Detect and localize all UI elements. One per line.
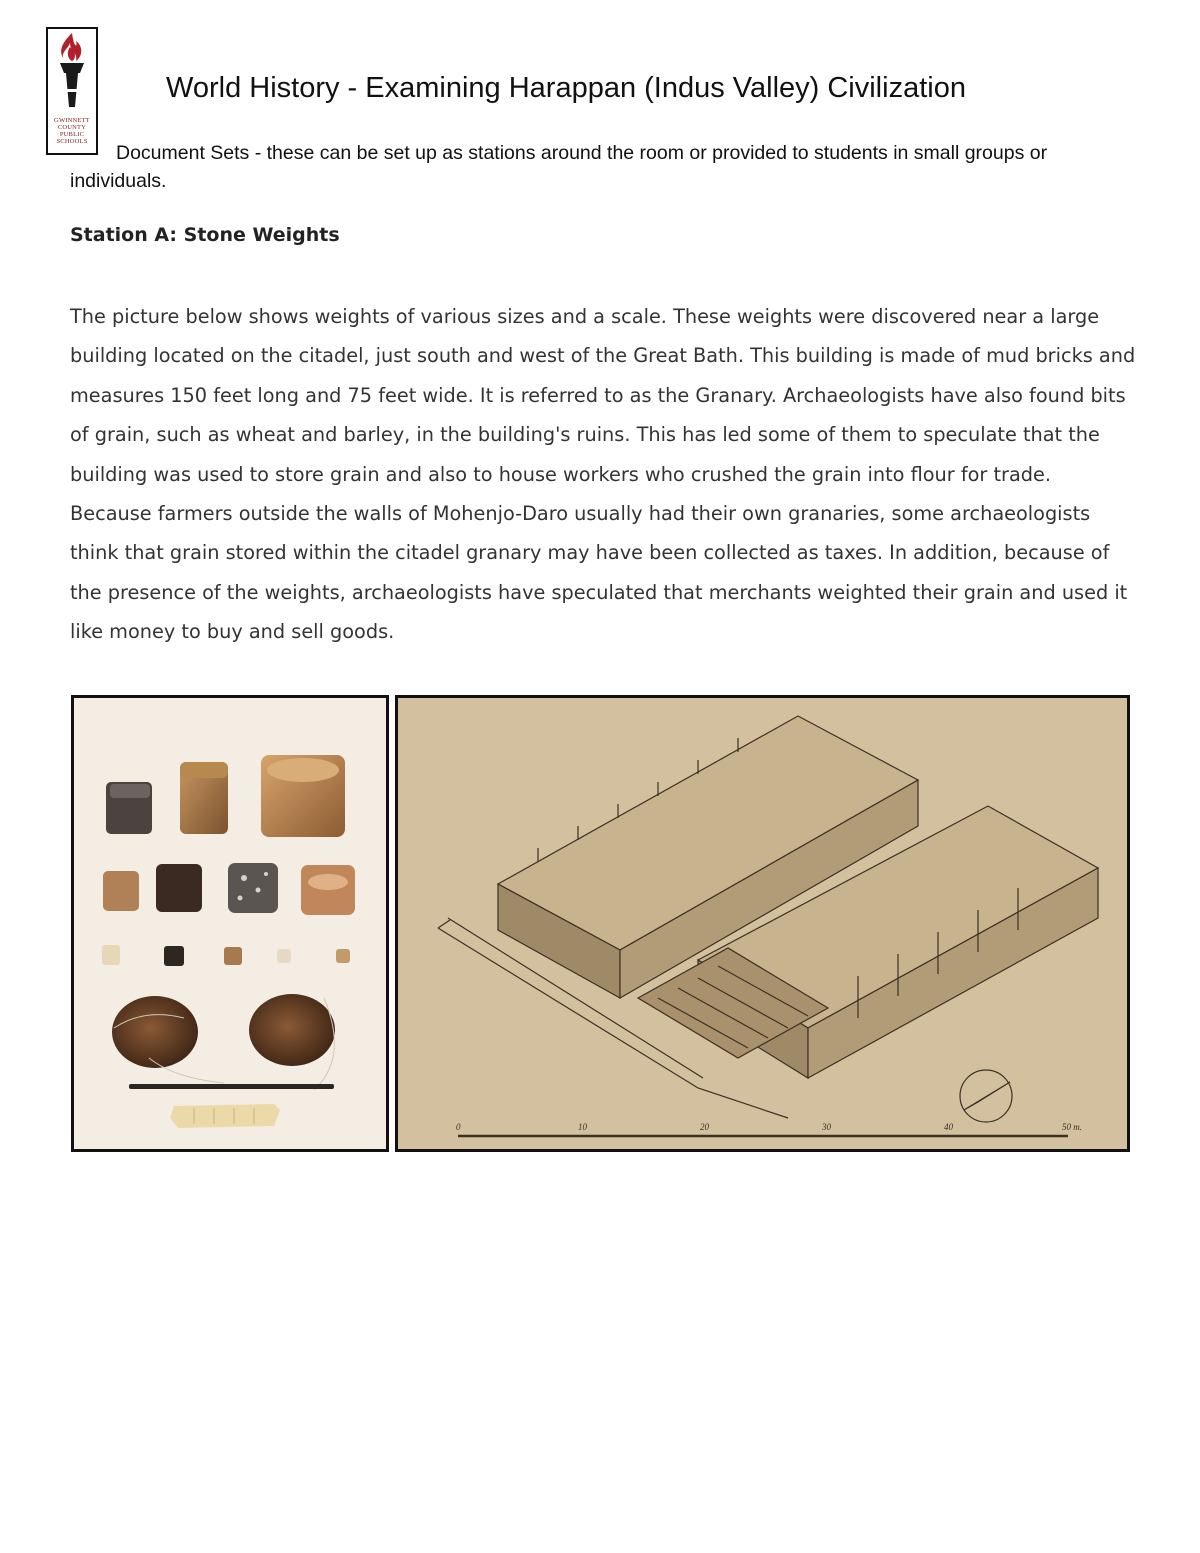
scale-label-0: 0 xyxy=(456,1122,461,1132)
torch-icon xyxy=(48,29,96,115)
granary-drawing xyxy=(395,695,1130,1152)
scale-label-30: 30 xyxy=(822,1122,831,1132)
scale-label-10: 10 xyxy=(578,1122,587,1132)
scale-label-50: 50 m. xyxy=(1062,1122,1082,1132)
intro-text: Document Sets - these can be set up as stations around the room or provided to students in small groups or individuals. xyxy=(70,142,1048,192)
scale-label-20: 20 xyxy=(700,1122,709,1132)
scale-label-40: 40 xyxy=(944,1122,953,1132)
page-title: World History - Examining Harappan (Indus Valley) Civilization xyxy=(166,72,966,104)
logo-text: GWINNETT COUNTY PUBLIC SCHOOLS xyxy=(54,117,90,145)
district-logo xyxy=(46,27,98,155)
stone-weights-photo xyxy=(71,695,389,1152)
station-body-text: The picture below shows weights of various sizes and a scale. These weights were discovered near a large building located on the citadel, just south and west of the Great Bath. This building is made of mud bricks and measures 150 feet long and 75 feet wide. It is referred to as the Granary. Archaeologists have also found bits of grain, such as wheat and barley, in the building's ruins. This has led some of them to speculate that the building was used to store grain and also to house workers who crushed the grain into flour for trade. Because farmers outside the walls of Mohenjo-Daro usually had their own granaries, some archaeologists think that grain stored within the citadel granary may have been collected as taxes. In addition, because of the presence of the weights, archaeologists have speculated that merchants weighted their grain and used it like money to buy and sell goods. xyxy=(70,305,1136,644)
station-heading: Station A: Stone Weights xyxy=(70,224,340,246)
